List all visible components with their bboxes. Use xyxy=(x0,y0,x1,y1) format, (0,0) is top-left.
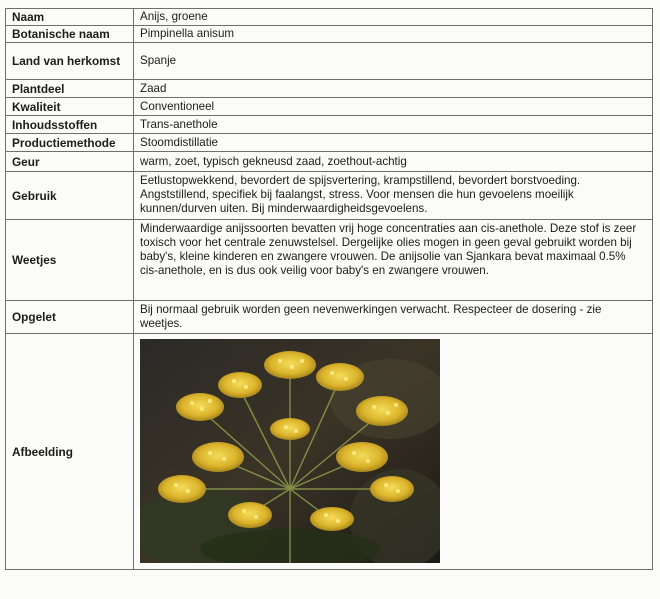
row-value-weetjes: Minderwaardige anijssoorten bevatten vrij hoge concentraties aan cis-anethole. Deze stof is zeer toxisch voor het centrale zenuwstelsel. Dergelijke olies mogen in geen geval gebruikt worden bij baby's, kleine kinderen en zwangere vrouwen. De anijsolie van Sjankara bevat maximaal 0.5% cis-anethole, en is dus ook veilig voor baby's en zwangere vrouwen. xyxy=(134,220,653,301)
row-label-productiemethode: Productiemethode xyxy=(6,134,134,152)
row-label-weetjes: Weetjes xyxy=(6,220,134,301)
table-row-kwaliteit xyxy=(6,98,653,116)
row-label-plantdeel: Plantdeel xyxy=(6,80,134,98)
row-label-botanische-naam: Botanische naam xyxy=(6,26,134,43)
table-row-afbeelding xyxy=(6,334,653,570)
row-label-gebruik: Gebruik xyxy=(6,172,134,220)
row-label-land-van-herkomst: Land van herkomst xyxy=(6,43,134,80)
row-label-kwaliteit: Kwaliteit xyxy=(6,98,134,116)
table-row-land-van-herkomst xyxy=(6,43,653,80)
row-value-land-van-herkomst: Spanje xyxy=(134,43,653,80)
row-value-naam: Anijs, groene xyxy=(134,9,653,26)
row-label-inhoudsstoffen: Inhoudsstoffen xyxy=(6,116,134,134)
row-value-productiemethode: Stoomdistillatie xyxy=(134,134,653,152)
row-value-opgelet: Bij normaal gebruik worden geen nevenwerkingen verwacht. Respecteer de dosering - zie weetjes. xyxy=(134,301,653,334)
table-row-gebruik xyxy=(6,172,653,220)
table-row-inhoudsstoffen xyxy=(6,116,653,134)
anise-flower-photo xyxy=(140,339,440,563)
row-label-geur: Geur xyxy=(6,152,134,172)
row-value-botanische-naam: Pimpinella anisum xyxy=(134,26,653,43)
table-row-naam xyxy=(6,9,653,26)
product-info-table xyxy=(5,8,653,570)
row-label-afbeelding: Afbeelding xyxy=(6,334,134,570)
table-row-weetjes xyxy=(6,220,653,301)
row-value-plantdeel: Zaad xyxy=(134,80,653,98)
row-value-inhoudsstoffen: Trans-anethole xyxy=(134,116,653,134)
row-value-geur: warm, zoet, typisch gekneusd zaad, zoethout-achtig xyxy=(134,152,653,172)
table-row-plantdeel xyxy=(6,80,653,98)
row-label-opgelet: Opgelet xyxy=(6,301,134,334)
row-value-kwaliteit: Conventioneel xyxy=(134,98,653,116)
row-value-afbeelding xyxy=(134,334,653,570)
row-label-naam: Naam xyxy=(6,9,134,26)
row-value-gebruik: Eetlustopwekkend, bevordert de spijsvertering, krampstillend, bevordert borstvoeding. Angststillend, specifiek bij faalangst, stress. Voor mensen die hun gevoelens moeilijk kunnen/durven uiten. Bij minderwaardigheidsgevoelens. xyxy=(134,172,653,220)
table-row-geur xyxy=(6,152,653,172)
table-row-botanische-naam xyxy=(6,26,653,43)
table-row-productiemethode xyxy=(6,134,653,152)
table-row-opgelet xyxy=(6,301,653,334)
